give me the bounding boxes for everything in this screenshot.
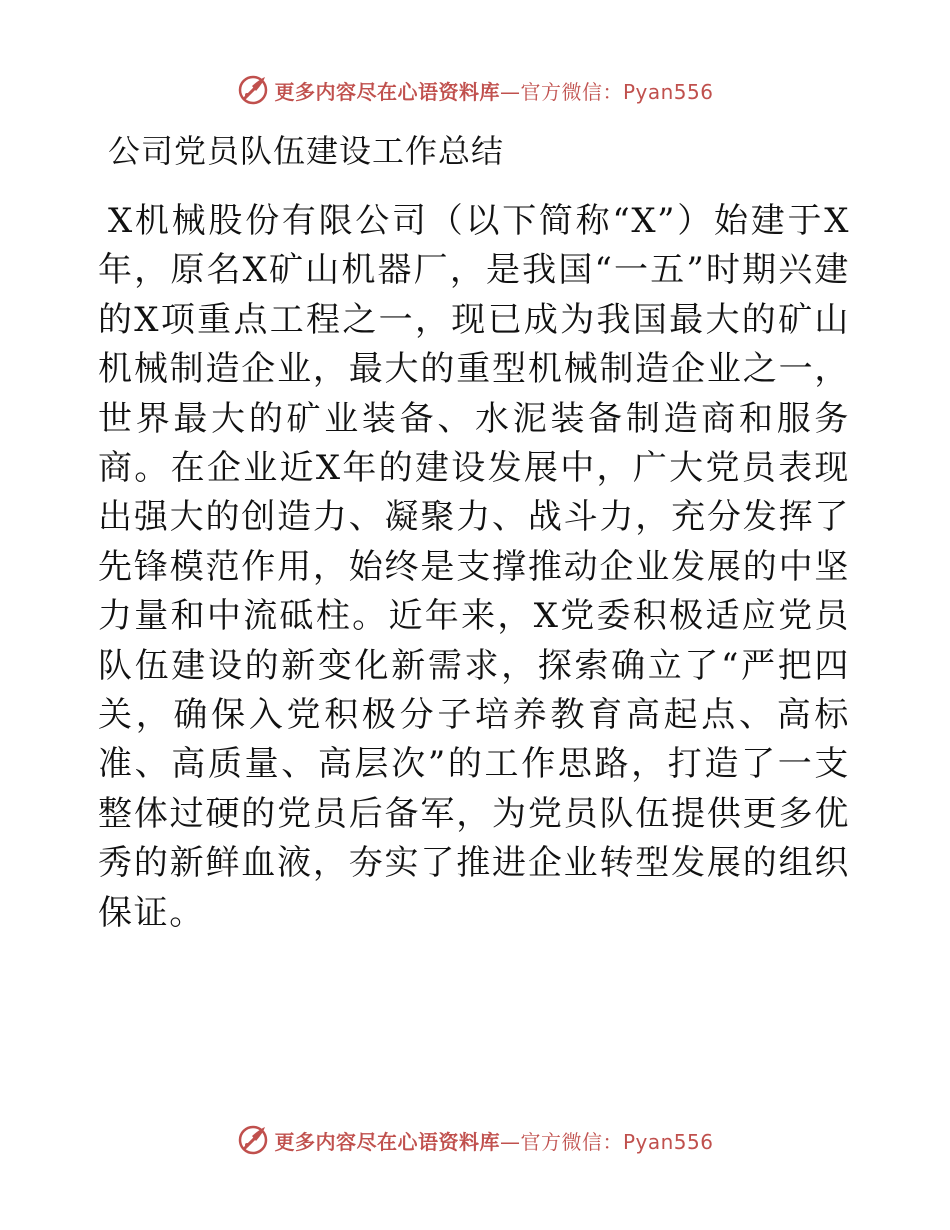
header-banner (0, 70, 950, 110)
quill-logo-icon (236, 1123, 270, 1157)
footer-banner (0, 1120, 950, 1160)
document-paragraph: X机械股份有限公司（以下简称“X”）始建于X年，原名X矿山机器厂，是我国“一五”时期兴建的X项重点工程之一，现已成为我国最大的矿山机械制造企业，最大的重型机械制造企业之一，世界最大的矿业装备、水泥装备制造商和服务商。在企业近X年的建设发展中，广大党员表现出强大的创造力、凝聚力、战斗力，充分发挥了先锋模范作用，始终是支撑推动企业发展的中坚力量和中流砥柱。近年来，X党委积极适应党员队伍建设的新变化新需求，探索确立了“严把四关，确保入党积极分子培养教育高起点、高标准、高质量、高层次”的工作思路，打造了一支整体过硬的党员后备军，为党员队伍提供更多优秀的新鲜血液，夯实了推进企业转型发展的组织保证。 (98, 201, 850, 933)
quill-logo-icon (236, 73, 270, 107)
footer-banner-text: 更多内容尽在心语资料库—官方微信：Pyan556 (274, 1129, 714, 1154)
header-banner-text: 更多内容尽在心语资料库—官方微信：Pyan556 (274, 79, 714, 104)
document-title: 公司党员队伍建设工作总结 (108, 132, 505, 170)
